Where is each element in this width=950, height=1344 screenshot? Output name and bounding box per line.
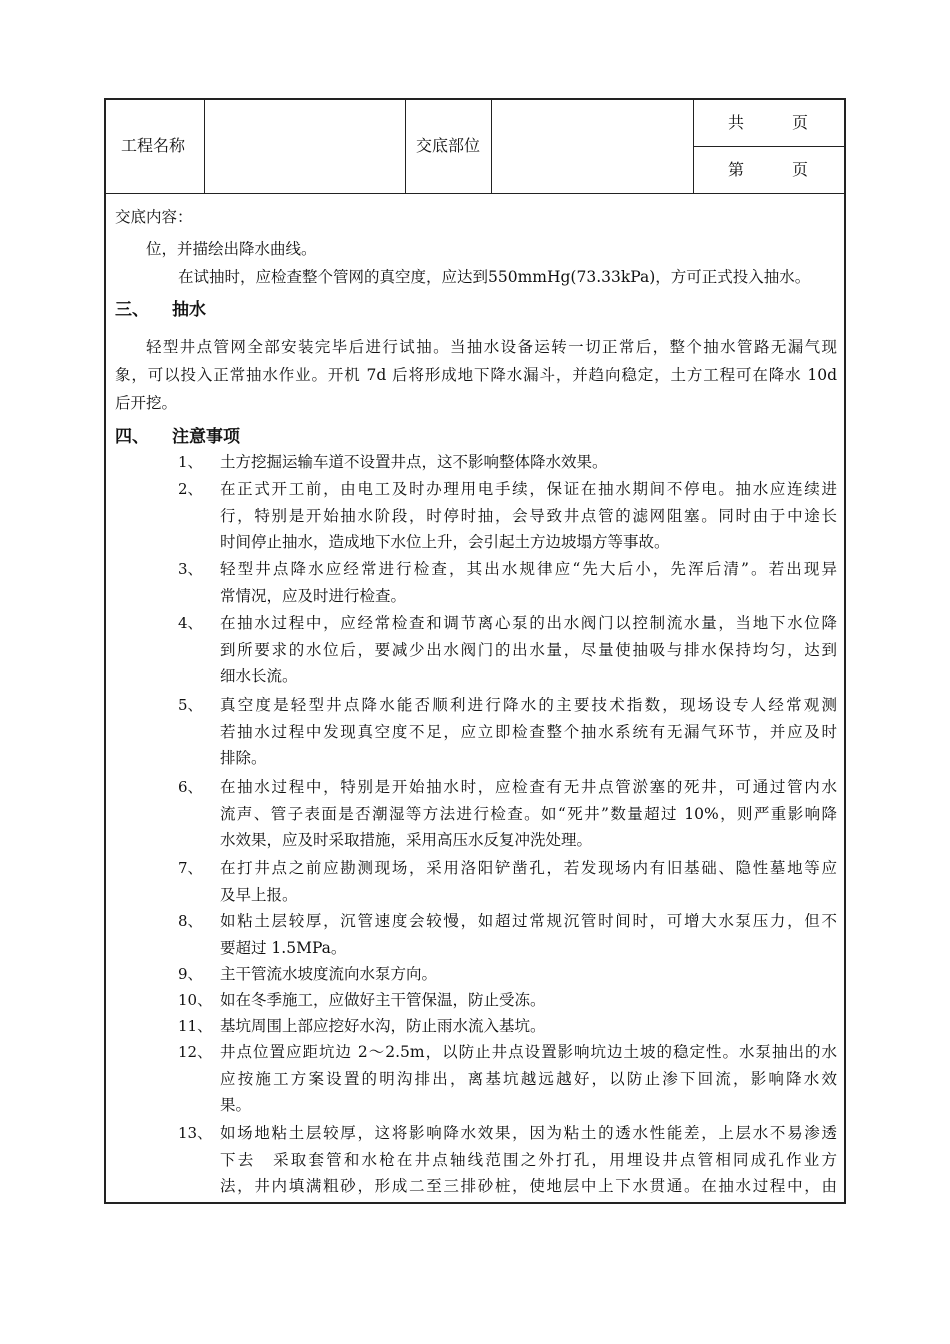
handover-content [106, 193, 844, 1202]
item-line: 若抽水过程中发现真空度不足，应立即检查整个抽水系统有无漏气环节，并应及时 [220, 722, 837, 741]
item-line: 在抽水过程中，特别是开始抽水时，应检查有无井点管淤塞的死井，可通过管内水 [220, 778, 837, 796]
section-number: 三、 [115, 300, 149, 320]
item-number: 11、 [178, 1017, 213, 1035]
item-number: 10、 [178, 991, 213, 1009]
total-pages: 共 页 [728, 113, 809, 132]
project-name-label: 工程名称 [121, 136, 186, 155]
section-title: 抽水 [172, 300, 206, 320]
paragraph-line: 轻型井点管网全部安装完毕后进行试抽。当抽水设备运转一切正常后，整个抽水管路无漏气现 [146, 338, 837, 356]
divider [405, 100, 406, 193]
content-label: 交底内容： [115, 208, 193, 226]
item-number: 12、 [178, 1043, 213, 1061]
item-line: 真空度是轻型井点降水能否顺利进行降水的主要技术指数，现场设专人经常观测 [220, 696, 837, 714]
item-line: 流声、管子表面是否潮湿等方法进行检查。如“死井”数量超过 10%，则严重影响降 [220, 804, 837, 823]
divider [204, 100, 205, 193]
item-number: 5、 [178, 696, 203, 714]
item-line: 要超过 1.5MPa。 [220, 938, 347, 957]
item-number: 7、 [178, 859, 203, 877]
item-line: 在正式开工前，由电工及时办理用电手续，保证在抽水期间不停电。抽水应连续进 [220, 480, 837, 498]
section-number: 四、 [115, 427, 149, 447]
item-line: 应按施工方案设置的明沟排出，离基坑越远越好，以防止渗下回流，影响降水效 [220, 1069, 837, 1088]
item-number: 9、 [178, 965, 203, 983]
page-number: 第 页 [728, 160, 809, 179]
item-number: 4、 [178, 614, 203, 632]
item-line: 及早上报。 [220, 885, 298, 904]
item-line: 水效果，应及时采取措施，采用高压水反复冲洗处理。 [220, 831, 593, 850]
item-line: 如场地粘土层较厚，这将影响降水效果，因为粘土的透水性能差，上层水不易渗透 [220, 1124, 837, 1142]
handover-form [104, 98, 846, 1204]
item-line: 基坑周围上部应挖好水沟，防止雨水流入基坑。 [220, 1017, 546, 1035]
form-header [106, 100, 844, 194]
intro-line: 位，并描绘出降水曲线。 [146, 240, 317, 258]
item-line: 时间停止抽水，造成地下水位上升，会引起土方边坡塌方等事故。 [220, 533, 670, 552]
item-line: 排除。 [220, 749, 267, 768]
item-number: 8、 [178, 912, 203, 930]
item-number: 6、 [178, 778, 203, 796]
paragraph-line: 后开挖。 [115, 394, 178, 412]
item-line: 法，井内填满粗砂，形成二至三排砂桩，使地层中上下水贯通。在抽水过程中，由 [220, 1177, 837, 1196]
item-number: 2、 [178, 480, 203, 498]
item-line: 果。 [220, 1096, 252, 1115]
intro-line: 在试抽时，应检查整个管网的真空度，应达到550mmHg(73.33kPa)，方可正式投入抽水。 [178, 268, 811, 286]
item-line: 井点位置应距坑边 2～2.5m，以防止井点设置影响坑边土坡的稳定性。水泵抽出的水 [220, 1043, 837, 1061]
item-line: 主干管流水坡度流向水泵方向。 [220, 965, 438, 983]
handover-part-label: 交底部位 [416, 136, 481, 155]
paragraph-line: 象，可以投入正常抽水作业。开机 7d 后将形成地下降水漏斗，并趋向稳定，土方工程可在降水 10d [115, 366, 837, 384]
item-line: 下去 采取套管和水枪在井点轴线范围之外打孔，用埋设井点管相同成孔作业方 [220, 1150, 837, 1169]
item-number: 1、 [178, 453, 203, 471]
item-line: 土方挖掘运输车道不设置井点，这不影响整体降水效果。 [220, 453, 608, 471]
item-line: 如粘土层较厚，沉管速度会较慢，如超过常规沉管时间时，可增大水泵压力，但不 [220, 912, 837, 930]
item-line: 细水长流。 [220, 667, 298, 686]
divider [491, 100, 492, 193]
item-number: 3、 [178, 560, 203, 578]
item-line: 在打井点之前应勘测现场，采用洛阳铲凿孔，若发现场内有旧基础、隐性墓地等应 [220, 859, 837, 877]
item-line: 在抽水过程中，应经常检查和调节离心泵的出水阀门以控制流水量，当地下水位降 [220, 614, 837, 632]
item-line: 常情况，应及时进行检查。 [220, 586, 407, 605]
item-line: 如在冬季施工，应做好主干管保温，防止受冻。 [220, 991, 546, 1009]
item-number: 13、 [178, 1124, 213, 1142]
section-title: 注意事项 [172, 427, 240, 447]
item-line: 轻型井点降水应经常进行检查，其出水规律应“先大后小，先浑后清”。若出现异 [220, 560, 837, 578]
item-line: 到所要求的水位后，要减少出水阀门的出水量，尽量使抽吸与排水保持均匀，达到 [220, 640, 837, 659]
divider [694, 146, 844, 147]
item-line: 行，特别是开始抽水阶段，时停时抽，会导致井点管的滤网阻塞。同时由于中途长 [220, 506, 837, 525]
